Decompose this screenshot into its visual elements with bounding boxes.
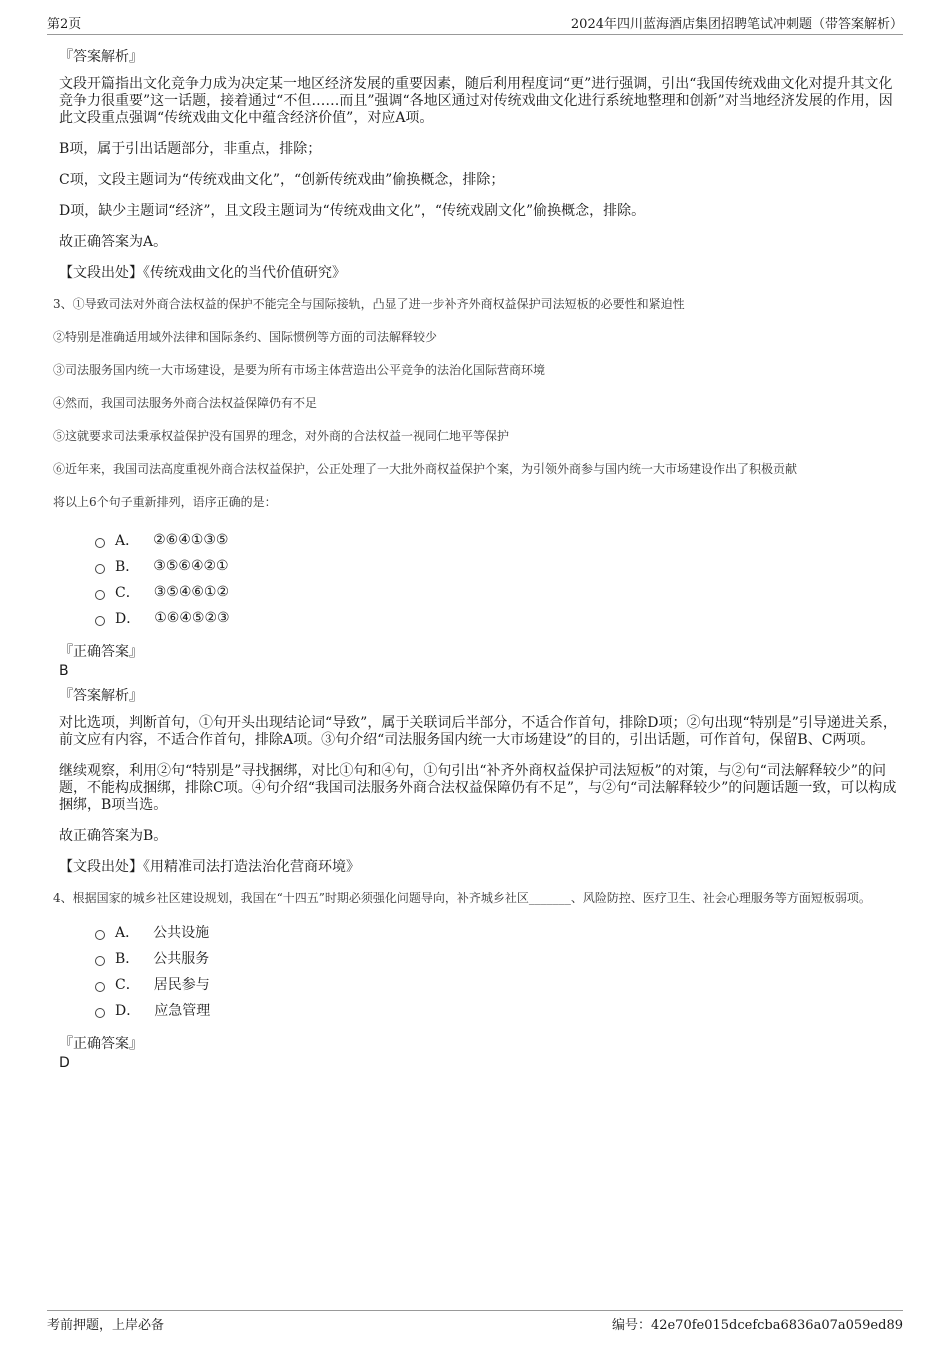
q3-analysis-label: 『答案解析』 [59,688,143,704]
radio-icon[interactable] [95,564,105,574]
q3-sentence: ③司法服务国内统一大市场建设，是要为所有市场主体营造出公平竞争的法治化国际营商环境 [53,363,546,377]
page-content [53,40,897,1075]
q2-source: 【文段出处】《传统戏曲文化的当代价值研究》 [59,265,346,281]
q3-option-d[interactable]: D． ①⑥④⑤②③ [95,605,897,631]
q4-option-d[interactable]: D． 应急管理 [95,997,897,1023]
page-number: 第2页 [47,17,82,32]
radio-icon[interactable] [95,1008,105,1018]
q3-option-c[interactable]: C． ③⑤④⑥①② [95,579,897,605]
q3-options [95,527,897,631]
footer-slogan: 考前押题，上岸必备 [47,1318,165,1333]
q3-answer: B [59,663,69,679]
q2-analysis-label: 『答案解析』 [59,49,143,65]
radio-icon[interactable] [95,590,105,600]
q3-option-b[interactable]: B． ③⑤⑥④②① [95,553,897,579]
radio-icon[interactable] [95,956,105,966]
q3-answer-label: 『正确答案』 [59,644,143,660]
q3-analysis-para: 继续观察，利用②句“特别是”寻找捆绑，对比①句和④句，①句引出“补齐外商权益保护司法短板”的对策，与②句“司法解释较少”的问题，不能构成捆绑，排除C项。④句介绍“我国司法服务外商合法权益保障仍有不足”，与②句“司法解释较少”的问题话题一致，可以构成捆绑，B项当选。 [59,763,897,813]
q3-conclusion: 故正确答案为B。 [59,828,168,844]
q4-option-c[interactable]: C． 居民参与 [95,971,897,997]
page-footer [47,1310,903,1333]
q3-sentence: ②特别是准确适用域外法律和国际条约、国际惯例等方面的司法解释较少 [53,330,438,344]
q3-sentence: ⑤这就要求司法秉承权益保护没有国界的理念，对外商的合法权益一视同仁地平等保护 [53,429,510,443]
q3-sentence: ⑥近年来，我国司法高度重视外商合法权益保护，公正处理了一大批外商权益保护个案，为引领外商参与国内统一大市场建设作出了积极贡献 [53,462,798,476]
radio-icon[interactable] [95,616,105,626]
q3-sentence: ④然而，我国司法服务外商合法权益保障仍有不足 [53,396,318,410]
q4-answer: D [59,1055,70,1071]
document-title: 2024年四川蓝海酒店集团招聘笔试冲刺题（带答案解析） [570,17,903,32]
q2-analysis-para: B项，属于引出话题部分，非重点，排除； [59,141,322,157]
page-header [47,12,903,35]
document-id: 编号：42e70fe015dcefcba6836a07a059ed89 [611,1318,903,1333]
q2-analysis-para: 文段开篇指出文化竞争力成为决定某一地区经济发展的重要因素，随后利用程度词“更”进行强调，引出“我国传统戏曲文化对提升其文化竞争力很重要”这一话题，接着通过“不但……而且”强调“各地区通过对传统戏曲文化进行系统地整理和创新”对当地经济发展的作用，因此文段重点强调“传统戏曲文化中蕴含经济价值”，对应A项。 [59,76,893,126]
q2-analysis-para: D项，缺少主题词“经济”，且文段主题词为“传统戏曲文化”，“传统戏剧文化”偷换概念，排除。 [59,203,646,219]
q3-prompt: 将以上6个句子重新排列，语序正确的是： [53,495,277,509]
q4-option-a[interactable]: A． 公共设施 [95,919,897,945]
radio-icon[interactable] [95,930,105,940]
q4-option-b[interactable]: B． 公共服务 [95,945,897,971]
q4-answer-label: 『正确答案』 [59,1036,143,1052]
q3-analysis-para: 对比选项，判断首句，①句开头出现结论词“导致”，属于关联词后半部分，不适合作首句，排除D项；②句出现“特别是”引导递进关系，前文应有内容，不适合作首句，排除A项。③句介绍“司法服务国内统一大市场建设”的目的，引出话题，可作首句，保留B、C两项。 [59,715,897,748]
q3-source: 【文段出处】《用精准司法打造法治化营商环境》 [59,859,360,875]
q4-stem: 4、根据国家的城乡社区建设规划，我国在“十四五”时期必须强化问题导向，补齐城乡社区_______、风险防控、医疗卫生、社会心理服务等方面短板弱项。 [53,891,871,905]
q4-options [95,919,897,1023]
q2-conclusion: 故正确答案为A。 [59,234,168,250]
q2-analysis-para: C项，文段主题词为“传统戏曲文化”，“创新传统戏曲”偷换概念，排除； [59,172,505,188]
radio-icon[interactable] [95,538,105,548]
q3-option-a[interactable]: A． ②⑥④①③⑤ [95,527,897,553]
radio-icon[interactable] [95,982,105,992]
q3-sentence: 3、①导致司法对外商合法权益的保护不能完全与国际接轨，凸显了进一步补齐外商权益保护司法短板的必要性和紧迫性 [53,297,685,311]
